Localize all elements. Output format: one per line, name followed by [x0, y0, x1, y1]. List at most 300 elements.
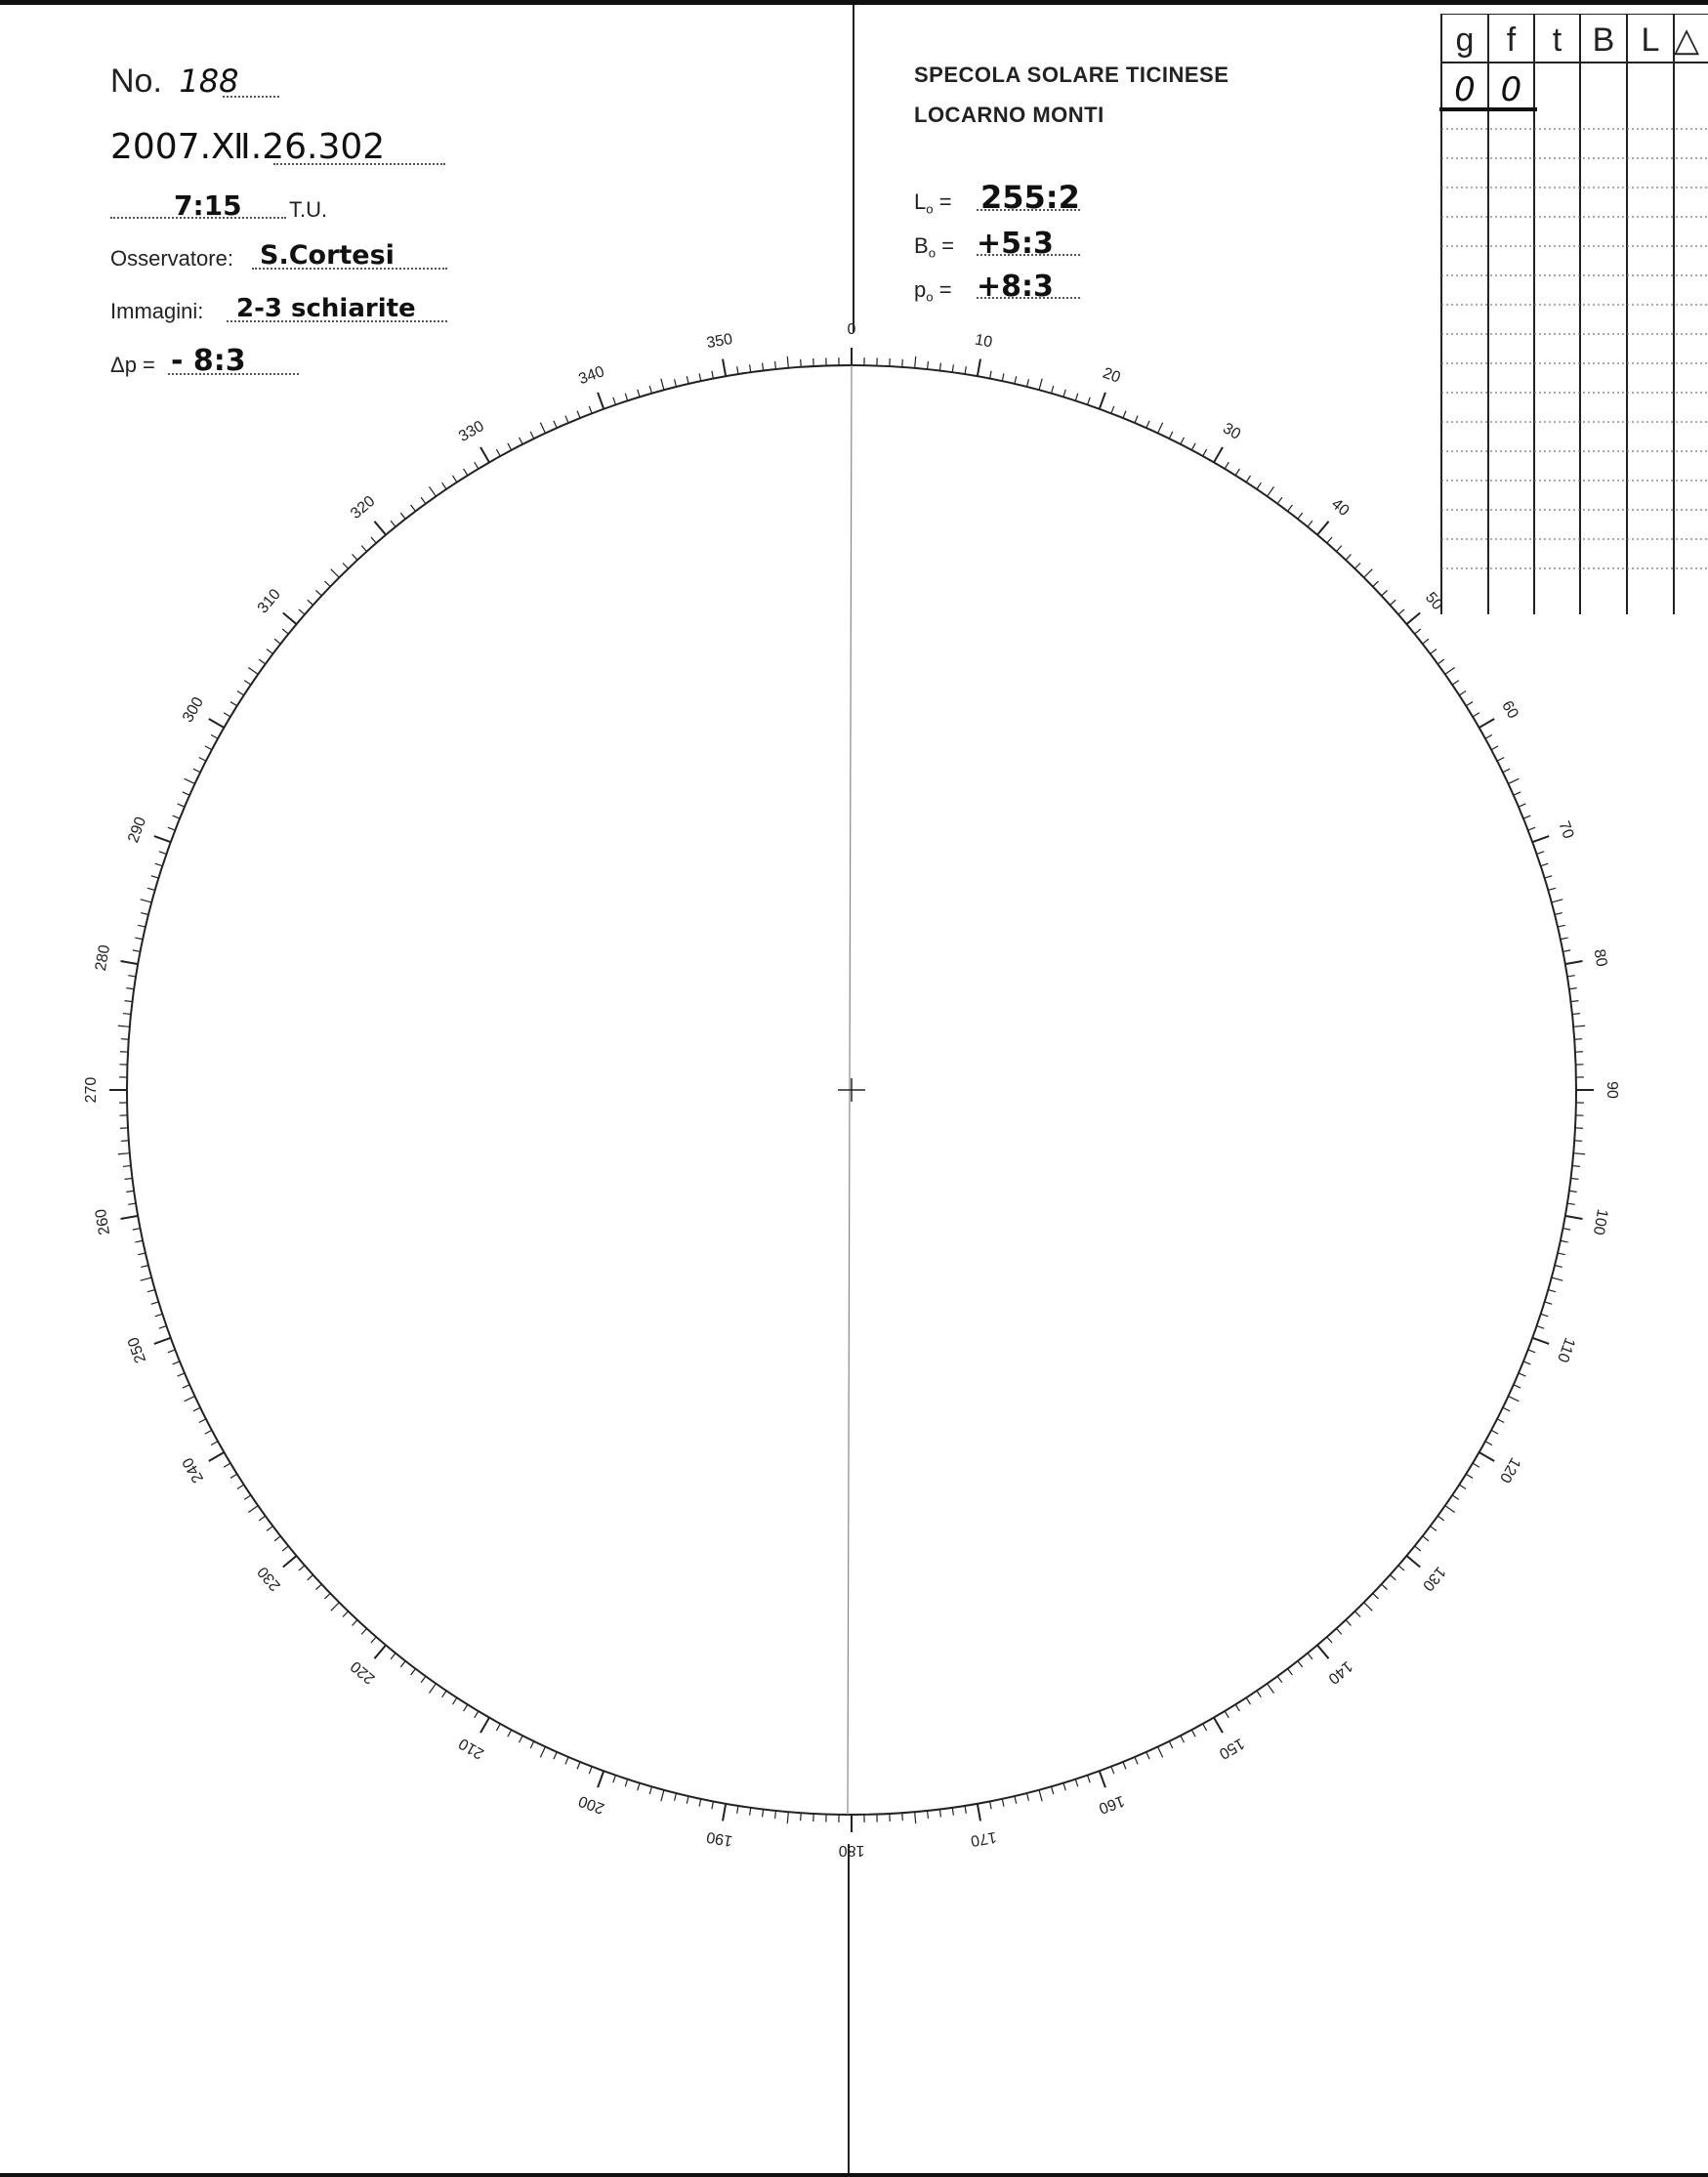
scale-tick [155, 863, 163, 865]
scale-tick [1437, 659, 1443, 664]
scale-tick [1573, 1153, 1585, 1154]
scale-tick [1541, 1314, 1549, 1316]
scale-tick [1015, 376, 1017, 384]
scale-tick [530, 432, 534, 439]
scale-label-310: 310 [254, 586, 284, 617]
scale-tick [1382, 591, 1388, 596]
scale-tick [1548, 1290, 1556, 1292]
scale-label-340: 340 [576, 363, 607, 389]
scale-label-20: 20 [1100, 364, 1123, 387]
table-header-delta: △ [1674, 21, 1700, 59]
scale-tick [1503, 1407, 1510, 1411]
scale-tick [1555, 1266, 1562, 1268]
scale-tick [1246, 1697, 1250, 1704]
scale-tick [185, 1397, 195, 1402]
scale-tick [1452, 1495, 1459, 1499]
scale-tick [331, 1603, 339, 1611]
scale-label-30: 30 [1220, 420, 1244, 443]
scale-tick [1508, 778, 1519, 783]
scale-tick [178, 1373, 185, 1376]
scale-tick [1298, 1661, 1303, 1667]
scale-tick [248, 1506, 258, 1513]
scale-tick [315, 1584, 321, 1589]
scale-tick [723, 1804, 726, 1821]
scale-tick [371, 537, 376, 543]
scale-tick [1257, 1691, 1261, 1697]
scale-tick [625, 1779, 627, 1787]
scale-tick [661, 1790, 664, 1802]
scale-tick [133, 1229, 141, 1231]
scale-tick [343, 563, 349, 568]
scale-tick [687, 376, 688, 384]
table-cell-f: 0 [1500, 70, 1522, 109]
report-date: 2007.Ⅻ.26.302 [110, 127, 386, 167]
scale-tick [496, 449, 500, 456]
scale-tick [193, 1407, 200, 1411]
scale-tick [1390, 1574, 1396, 1579]
scale-tick [464, 469, 468, 476]
scale-label-190: 190 [705, 1827, 734, 1850]
scale-tick [1574, 1039, 1582, 1040]
scale-tick [391, 521, 396, 526]
scale-tick [520, 438, 523, 444]
scale-tick [1565, 1216, 1583, 1219]
scale-tick [1561, 1240, 1568, 1242]
scale-tick [902, 1813, 903, 1821]
scale-tick [649, 386, 651, 394]
scale-tick [1373, 1593, 1379, 1599]
scale-tick [1288, 505, 1293, 511]
scale-tick [699, 1799, 701, 1807]
scale-tick [211, 734, 218, 738]
scale-label-70: 70 [1555, 818, 1577, 842]
scale-tick [1346, 554, 1351, 560]
scale-tick [430, 1684, 437, 1694]
scale-tick [155, 1314, 163, 1316]
scale-tick [675, 1793, 677, 1801]
table-header-t: t [1552, 21, 1562, 59]
table-header-B: B [1592, 21, 1615, 59]
scale-tick [141, 1277, 152, 1280]
scale-tick [1277, 1676, 1282, 1682]
scale-tick [259, 659, 265, 664]
scale-tick [224, 713, 230, 717]
scale-tick [209, 719, 225, 728]
scale-tick [324, 581, 330, 587]
scale-tick [178, 804, 185, 807]
scale-tick [480, 1718, 489, 1734]
scale-tick [126, 1191, 134, 1192]
scale-tick [1317, 1645, 1329, 1658]
scale-tick [723, 359, 726, 377]
scale-tick [1317, 522, 1329, 535]
scale-tick [1135, 416, 1138, 423]
scale-tick [374, 522, 386, 535]
scale-tick [361, 1628, 366, 1634]
scale-tick [183, 1385, 189, 1388]
scale-tick [520, 1736, 523, 1742]
scale-tick [1364, 569, 1372, 577]
scale-tick [123, 1014, 131, 1015]
scale-tick [1561, 938, 1568, 940]
scale-tick [1052, 386, 1054, 394]
scale-tick [274, 1536, 280, 1541]
scale-tick [1268, 1684, 1274, 1694]
scale-tick [464, 1704, 468, 1711]
scale-label-240: 240 [179, 1454, 208, 1486]
scale-tick [1063, 1783, 1065, 1791]
scale-label-260: 260 [92, 1207, 114, 1236]
scale-tick [1373, 581, 1379, 587]
scale-tick [315, 591, 321, 596]
scale-tick [1398, 609, 1404, 614]
scale-tick [1445, 1506, 1455, 1513]
scale-label-280: 280 [92, 943, 114, 973]
scale-tick [1235, 469, 1239, 476]
scale-tick [750, 1808, 751, 1816]
scale-tick [928, 1811, 929, 1819]
scale-tick [737, 366, 738, 374]
scale-tick [712, 371, 714, 379]
scale-tick [205, 746, 212, 750]
scale-tick [121, 1216, 139, 1219]
scale-tick [1225, 462, 1229, 469]
scale-tick [1039, 379, 1042, 391]
table-header-g: g [1455, 21, 1475, 59]
p0-label: $p_o$ = [914, 277, 952, 305]
scale-tick [1485, 734, 1492, 738]
scale-tick [1100, 393, 1105, 409]
scale-tick [135, 938, 143, 940]
scale-tick [147, 1290, 155, 1292]
scale-tick [540, 1746, 545, 1757]
scale-tick [1555, 913, 1562, 915]
scale-tick [737, 1806, 738, 1814]
scale-tick [1336, 1628, 1341, 1634]
scale-tick [787, 356, 788, 368]
images-value: 2-3 schiarite [236, 294, 416, 323]
scale-tick [1459, 1485, 1466, 1488]
scale-tick [1479, 1452, 1495, 1461]
scale-tick [801, 1813, 802, 1821]
scale-tick [138, 925, 146, 927]
scale-tick [1027, 379, 1029, 387]
scale-tick [712, 1801, 714, 1809]
scale-tick [1169, 1741, 1173, 1748]
scale-tick [299, 609, 305, 614]
scale-tick [1528, 827, 1535, 830]
scale-tick [1545, 876, 1553, 878]
scale-tick [125, 1178, 133, 1179]
scale-tick [237, 691, 244, 695]
scale-tick [154, 836, 171, 842]
scale-tick [1431, 649, 1437, 654]
scale-tick [1191, 443, 1195, 450]
scale-tick [687, 1796, 688, 1804]
scale-tick [1437, 1516, 1443, 1521]
scale-tick [274, 639, 280, 644]
scale-tick [1203, 449, 1207, 456]
scale-tick [1225, 1711, 1229, 1718]
scale-tick [1565, 961, 1583, 964]
scale-tick [1466, 1474, 1473, 1478]
delta-p-label: Δp = [110, 353, 155, 377]
scale-tick [1423, 639, 1429, 644]
scale-tick [1558, 925, 1565, 927]
scale-tick [1075, 394, 1077, 401]
scale-tick [589, 406, 592, 413]
scale-label-330: 330 [456, 417, 487, 446]
delta-p-value: - 8:3 [171, 344, 246, 378]
scale-tick [1111, 1767, 1114, 1774]
scale-tick [400, 1661, 405, 1667]
scale-tick [1562, 1229, 1570, 1231]
scale-tick [1123, 411, 1126, 418]
B0-value: +5:3 [977, 227, 1054, 261]
scale-tick [135, 1240, 143, 1242]
scale-tick [625, 394, 627, 401]
scale-tick [1390, 600, 1396, 605]
scale-tick [598, 1771, 604, 1787]
scale-tick [400, 513, 405, 519]
scale-tick [1572, 1014, 1580, 1015]
scale-tick [1548, 888, 1556, 890]
scale-tick [508, 1730, 512, 1737]
scale-tick [421, 497, 426, 503]
scale-tick [1415, 629, 1421, 634]
scale-tick [1519, 804, 1525, 807]
scale-tick [1406, 1556, 1420, 1568]
scale-tick [1569, 988, 1577, 989]
scale-tick [141, 913, 148, 915]
scale-tick [1558, 1253, 1565, 1255]
scale-tick [121, 1141, 129, 1142]
scale-tick [475, 1711, 479, 1718]
scale-tick [496, 1724, 500, 1731]
scale-tick [411, 505, 416, 511]
scale-tick [1570, 1001, 1578, 1002]
scale-tick [1246, 476, 1250, 482]
scale-tick [1491, 1430, 1498, 1434]
scale-tick [577, 1762, 580, 1769]
scale-tick [168, 1350, 175, 1353]
scale-tick [244, 1495, 251, 1499]
scale-tick [1191, 1730, 1195, 1737]
table-header-f: f [1506, 21, 1517, 59]
scale-tick [613, 1776, 616, 1783]
scale-tick [613, 398, 616, 405]
scale-tick [1532, 836, 1549, 842]
scale-tick [1406, 612, 1420, 624]
scale-tick [1537, 852, 1545, 855]
scale-tick [442, 482, 446, 489]
scale-tick [1336, 546, 1341, 552]
scale-tick [1364, 1603, 1372, 1611]
scale-label-160: 160 [1096, 1791, 1127, 1817]
scale-tick [308, 600, 313, 605]
scale-tick [133, 950, 141, 952]
scale-tick [1562, 950, 1570, 952]
scale-tick [1203, 1724, 1207, 1731]
table-header-L: L [1641, 21, 1660, 59]
scale-tick [589, 1767, 592, 1774]
scale-tick [267, 1527, 272, 1531]
scale-tick [1146, 1752, 1149, 1759]
scale-label-220: 220 [348, 1657, 379, 1688]
scale-tick [283, 612, 297, 624]
scale-tick [159, 1326, 167, 1329]
scale-tick [775, 1811, 776, 1819]
scale-label-140: 140 [1324, 1657, 1355, 1688]
scale-label-110: 110 [1553, 1335, 1578, 1365]
scale-tick [554, 421, 557, 428]
scale-tick [211, 1442, 218, 1445]
observation-time-unit: T.U. [289, 197, 328, 222]
scale-tick [205, 1430, 212, 1434]
scale-tick [391, 1654, 396, 1659]
scale-tick [371, 1637, 376, 1643]
scale-tick [475, 462, 479, 469]
scale-tick [1027, 1793, 1029, 1801]
scale-tick [1002, 373, 1004, 381]
scale-tick [1473, 1463, 1479, 1467]
scale-tick [1423, 1536, 1429, 1541]
scale-tick [199, 1419, 206, 1423]
scale-tick [193, 769, 200, 773]
scale-tick [1088, 398, 1091, 405]
scale-tick [675, 379, 677, 387]
scale-tick [1466, 702, 1473, 706]
L0-label: $L_o$ = [914, 189, 952, 217]
scale-tick [259, 1516, 265, 1521]
scale-tick [282, 629, 288, 634]
scale-tick [1569, 1191, 1577, 1192]
scale-tick [128, 976, 136, 977]
scale-tick [1327, 1637, 1332, 1643]
scale-tick [1382, 1584, 1388, 1589]
scale-tick [1567, 976, 1575, 977]
scale-tick [283, 1556, 297, 1568]
scale-tick [267, 649, 272, 654]
scale-tick [554, 1752, 557, 1759]
scale-tick [1552, 900, 1563, 902]
scale-tick [453, 476, 457, 482]
scale-label-230: 230 [254, 1563, 284, 1594]
scale-tick [1169, 432, 1173, 439]
scale-label-170: 170 [969, 1827, 998, 1850]
scale-label-80: 80 [1590, 947, 1610, 969]
scale-tick [965, 1806, 966, 1814]
observatory-name: SPECOLA SOLARE TICINESE [914, 63, 1229, 87]
scale-tick [1567, 1203, 1575, 1204]
scale-tick [151, 1302, 159, 1304]
scale-label-10: 10 [973, 331, 994, 352]
scale-tick [1015, 1796, 1017, 1804]
scale-tick [248, 668, 258, 675]
scale-tick [928, 361, 929, 369]
scale-tick [1268, 486, 1274, 496]
scale-tick [453, 1697, 457, 1704]
scale-tick [1497, 1419, 1504, 1423]
scale-tick [421, 1676, 426, 1682]
scale-tick [565, 1757, 568, 1764]
scale-tick [154, 1338, 171, 1344]
scale-tick [151, 876, 159, 878]
scale-label-180: 180 [838, 1841, 865, 1859]
scale-label-60: 60 [1498, 697, 1521, 722]
scale-tick [902, 359, 903, 367]
scale-tick [1135, 1757, 1138, 1764]
scale-tick [952, 364, 953, 372]
scale-tick [224, 1463, 230, 1467]
scale-tick [1431, 1527, 1437, 1531]
scale-tick [209, 1452, 225, 1461]
scale-tick [787, 1812, 788, 1823]
scale-tick [1570, 1178, 1578, 1179]
report-number-value: 188 [179, 63, 239, 100]
scale-tick [1485, 1442, 1492, 1445]
scale-tick [939, 1809, 940, 1817]
scale-tick [1545, 1302, 1553, 1304]
scale-tick [1354, 563, 1360, 568]
scale-tick [763, 363, 764, 371]
scale-tick [331, 569, 339, 577]
scale-label-210: 210 [456, 1734, 487, 1763]
scale-tick [282, 1546, 288, 1551]
scale-tick [173, 1361, 180, 1364]
scale-label-270: 270 [83, 1076, 101, 1104]
scale-label-350: 350 [705, 330, 734, 353]
scale-tick [138, 1253, 146, 1255]
scale-tick [1257, 482, 1261, 489]
scale-tick [308, 1574, 313, 1579]
scale-tick [125, 1001, 133, 1002]
scale-tick [299, 1566, 305, 1570]
scale-tick [1537, 1326, 1545, 1329]
scale-tick [1158, 423, 1163, 434]
scale-tick [990, 371, 992, 379]
scale-label-130: 130 [1419, 1563, 1449, 1594]
scale-tick [199, 758, 206, 762]
scale-tick [750, 364, 751, 372]
scale-tick [1181, 438, 1185, 444]
scale-label-200: 200 [576, 1791, 607, 1817]
scale-tick [1308, 521, 1312, 526]
scale-tick [1528, 1350, 1535, 1353]
scale-tick [1503, 769, 1510, 773]
scale-tick [230, 1474, 237, 1478]
scale-tick [775, 361, 776, 369]
scale-tick [915, 1812, 916, 1823]
scale-tick [638, 390, 640, 398]
scale-tick [374, 1645, 386, 1658]
scale-tick [1519, 1373, 1525, 1376]
scale-tick [1181, 1736, 1185, 1742]
scale-tick [1415, 1546, 1421, 1551]
scale-tick [1052, 1786, 1054, 1794]
scale-tick [1123, 1762, 1126, 1769]
scale-tick [361, 546, 366, 552]
scale-tick [411, 1669, 416, 1675]
scale-tick [353, 1620, 357, 1626]
scale-tick [1111, 406, 1114, 413]
scale-tick [1146, 421, 1149, 428]
scale-tick [565, 416, 568, 423]
scale-label-100: 100 [1589, 1207, 1611, 1236]
scale-tick [1523, 1361, 1530, 1364]
scale-tick [1497, 758, 1504, 762]
scale-tick [480, 447, 489, 463]
